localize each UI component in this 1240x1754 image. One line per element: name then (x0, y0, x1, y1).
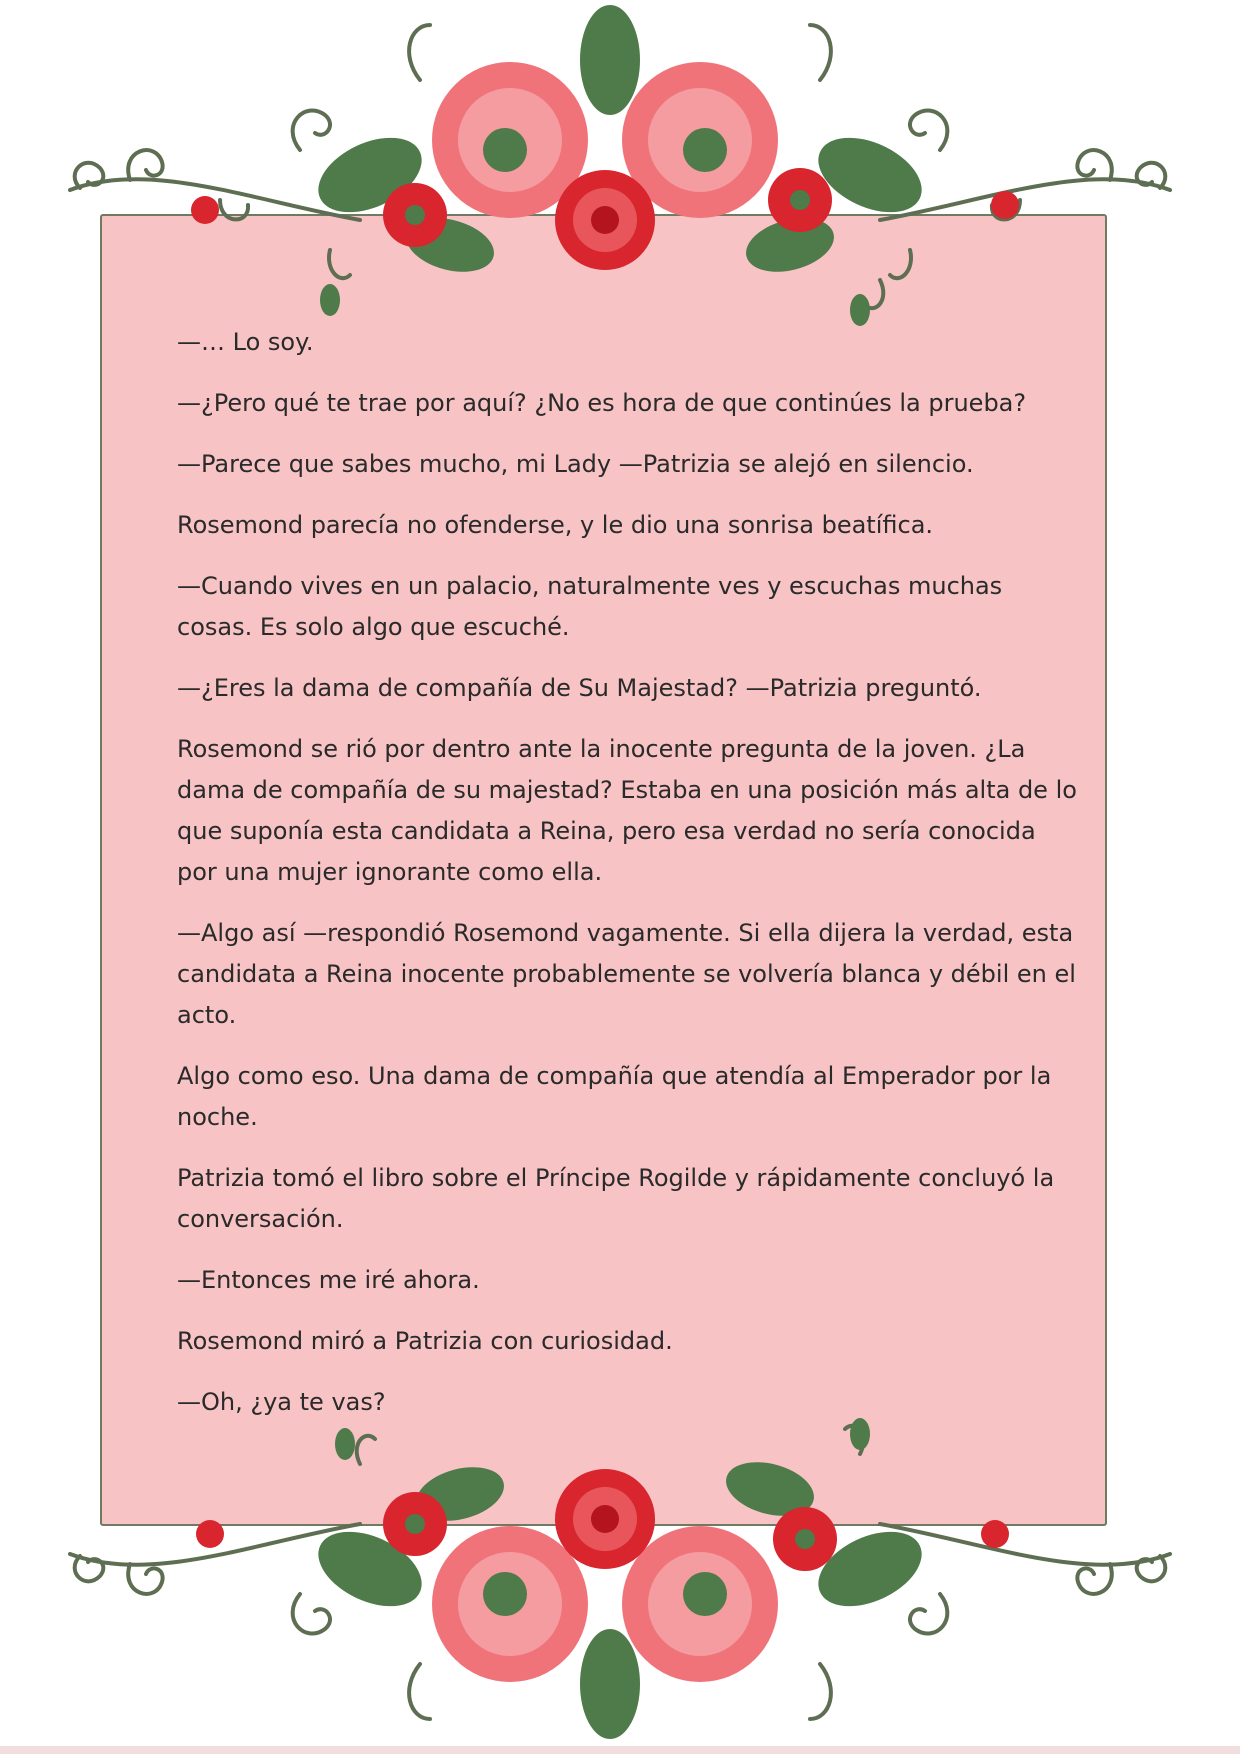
paragraph: —¿Eres la dama de compañía de Su Majestad? —Patrizia preguntó. (177, 674, 982, 702)
paragraph: Rosemond se rió por dentro ante la inocente pregunta de la joven. ¿La dama de compañía de su majestad? Estaba en una posición más alta de lo que suponía esta candidata a Reina, pero esa verdad no sería conocida por una mujer ignorante como ella. (177, 735, 1077, 886)
floral-ornament-bottom-icon (0, 1414, 1240, 1754)
page-bottom-edge (0, 1746, 1240, 1754)
paragraph: —Parece que sabes mucho, mi Lady —Patrizia se alejó en silencio. (177, 450, 974, 478)
floral-ornament-top-icon (0, 0, 1240, 340)
paragraph: —¿Pero qué te trae por aquí? ¿No es hora de que continúes la prueba? (177, 389, 1027, 417)
paragraph: —Entonces me iré ahora. (177, 1266, 480, 1294)
paragraph: Rosemond parecía no ofenderse, y le dio una sonrisa beatífica. (177, 511, 934, 539)
paragraph: —Cuando vives en un palacio, naturalmente ves y escuchas muchas cosas. Es solo algo que escuché. (177, 572, 1003, 641)
story-text (177, 322, 1077, 1443)
paragraph: —… Lo soy. (177, 328, 314, 356)
paragraph: —Algo así —respondió Rosemond vagamente. Si ella dijera la verdad, esta candidata a Reina inocente probablemente se volvería blanca y débil en el acto. (177, 919, 1076, 1029)
paragraph: Rosemond miró a Patrizia con curiosidad. (177, 1327, 673, 1355)
paragraph: —Oh, ¿ya te vas? (177, 1388, 386, 1416)
paragraph: Algo como eso. Una dama de compañía que atendía al Emperador por la noche. (177, 1062, 1052, 1131)
paragraph: Patrizia tomó el libro sobre el Príncipe Rogilde y rápidamente concluyó la conversación. (177, 1164, 1055, 1233)
